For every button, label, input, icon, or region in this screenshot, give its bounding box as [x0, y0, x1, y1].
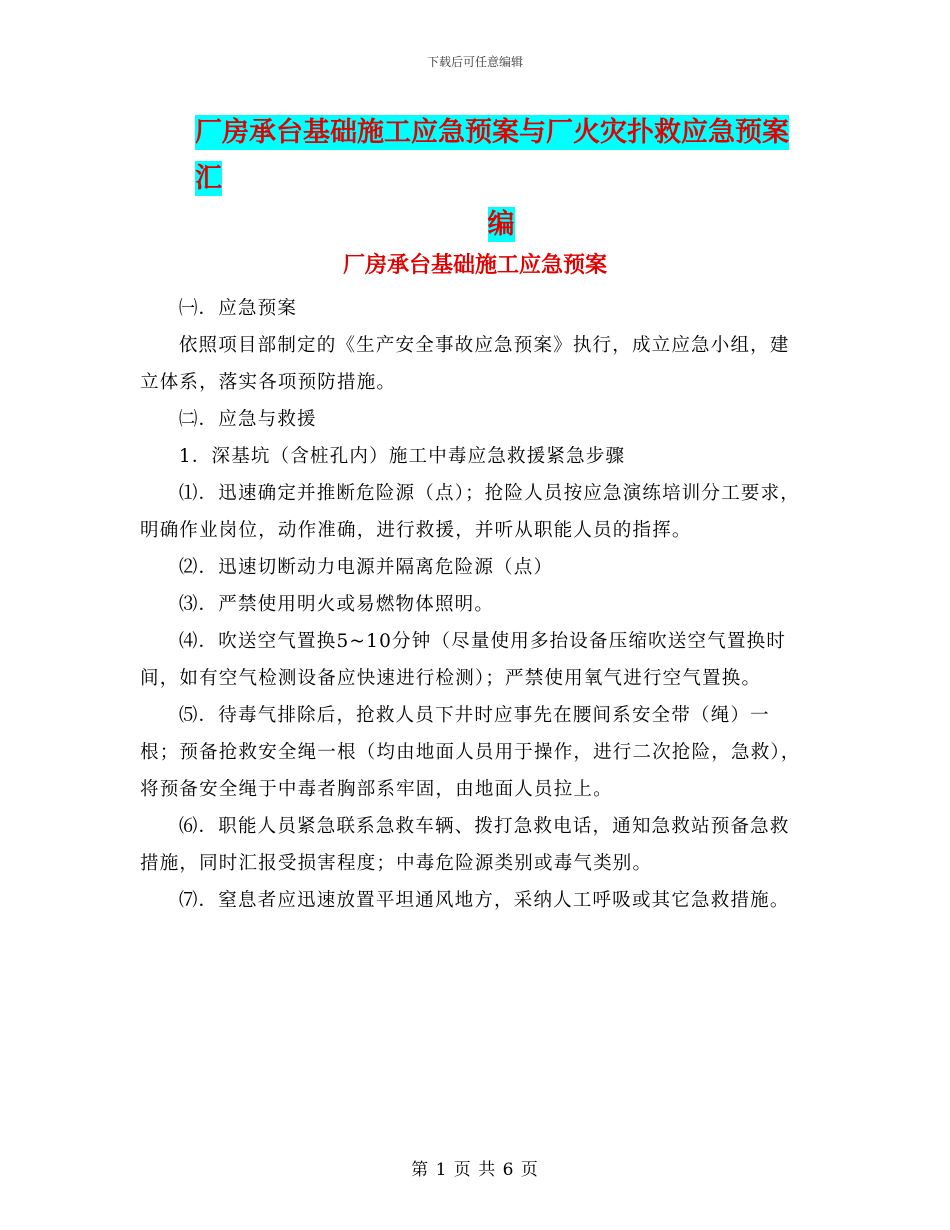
- document-title-line-2: 编: [487, 209, 515, 240]
- paragraph: ⑵．迅速切断动力电源并隔离危险源（点）: [178, 557, 554, 578]
- paragraph: ⑶．严禁使用明火或易燃物体照明。: [178, 594, 495, 615]
- document-title-line-1: 厂房承台基础施工应急预案与厂火灾扑救应急预案汇: [195, 117, 789, 194]
- section-title: 厂房承台基础施工应急预案: [342, 253, 607, 278]
- paragraph: ⑹．职能人员紧急联系急救车辆、拨打急救电话，通知急救站预备急救措施，同时汇报受损害程度；中毒危险源类别或毒气类别。: [140, 816, 790, 874]
- paragraph: ㈠．应急预案: [178, 298, 298, 319]
- document-title: [195, 110, 807, 248]
- document-body: [140, 290, 805, 919]
- paragraph: ⑸．待毒气排除后，抢救人员下井时应事先在腰间系安全带（绳）一根；预备抢救安全绳一根（均由地面人员用于操作，进行二次抢险，急救），将预备安全绳于中毒者胸部系牢固，由地面人员拉上。: [140, 705, 801, 800]
- paragraph: ⑷．吹送空气置换5~10分钟（尽量使用多抬设备压缩吹送空气置换时间，如有空气检测设备应快速进行检测）；严禁使用氧气进行空气置换。: [140, 631, 787, 689]
- page-footer: 第 1 页 共 6 页: [411, 1160, 539, 1180]
- paragraph: ㈡．应急与救援: [178, 409, 317, 430]
- paragraph: 依照项目部制定的《生产安全事故应急预案》执行，成立应急小组，建立体系，落实各项预防措施。: [140, 335, 790, 393]
- paragraph: 1．深基坑（含桩孔内）施工中毒应急救援紧急步骤: [178, 446, 626, 467]
- paragraph: ⑴．迅速确定并推断危险源（点）；抢险人员按应急演练培训分工要求，明确作业岗位，动作准确，进行救援，并听从职能人员的指挥。: [140, 483, 800, 541]
- header-note: 下载后可任意编辑: [426, 55, 523, 69]
- paragraph: ⑺．窒息者应迅速放置平坦通风地方，采纳人工呼吸或其它急救措施。: [178, 890, 790, 911]
